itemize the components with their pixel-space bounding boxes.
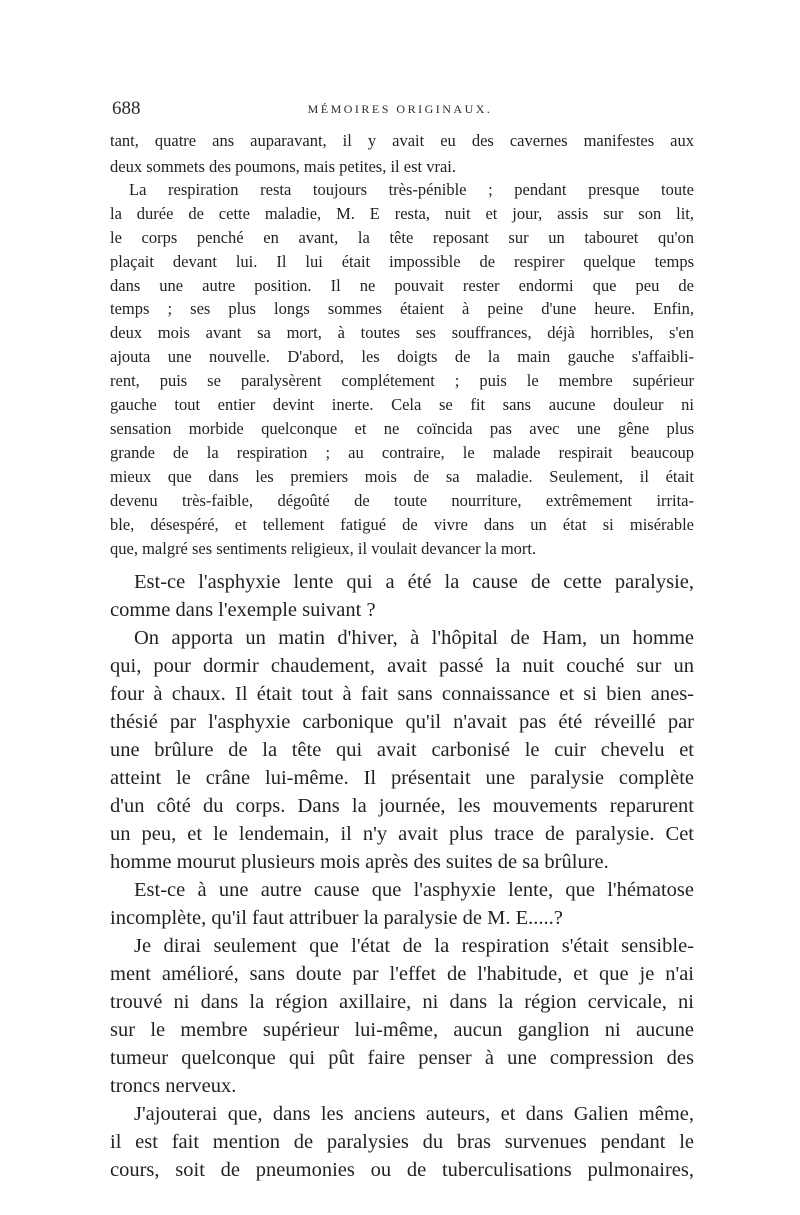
text-line: tant, quatre ans auparavant, il y avait eu des cavernes manifestes aux (110, 131, 694, 150)
text-line: qui, pour dormir chaudement, avait passé la nuit couché sur un (110, 655, 694, 677)
text-line: atteint le crâne lui-même. Il présentait une paralysie complète (110, 767, 694, 789)
text-line: rent, puis se paralysèrent complétement ; puis le membre supérieur (110, 371, 694, 390)
text-line: gauche tout entier devint inerte. Cela se fit sans aucune douleur ni (110, 395, 694, 414)
text-line: temps ; ses plus longs sommes étaient à peine d'une heure. Enfin, (110, 299, 694, 318)
text-line: une brûlure de la tête qui avait carbonisé le cuir chevelu et (110, 739, 694, 761)
text-line: thésié par l'asphyxie carbonique qu'il n'avait pas été réveillé par (110, 711, 694, 733)
text-line: troncs nerveux. (110, 1075, 237, 1097)
text-line: Est-ce l'asphyxie lente qui a été la cause de cette paralysie, (134, 571, 694, 593)
text-line: sensation morbide quelconque et ne coïncida pas avec une gêne plus (110, 419, 694, 438)
text-line: que, malgré ses sentiments religieux, il voulait devancer la mort. (110, 539, 537, 558)
page-header (110, 98, 690, 120)
text-line: cours, soit de pneumonies ou de tuberculisations pulmonaires, (110, 1159, 694, 1181)
text-line: la durée de cette maladie, M. E resta, nuit et jour, assis sur son lit, (110, 204, 694, 223)
text-line: mieux que dans les premiers mois de sa maladie. Seulement, il était (110, 467, 694, 486)
text-line: sur le membre supérieur lui-même, aucun ganglion ni aucune (110, 1019, 694, 1041)
text-line: Est-ce à une autre cause que l'asphyxie lente, que l'hématose (134, 879, 694, 901)
text-line: tumeur quelconque qui pût faire penser à une compression des (110, 1047, 694, 1069)
text-line: le corps penché en avant, la tête reposant sur un tabouret qu'on (110, 228, 694, 247)
text-line: devenu très-faible, dégoûté de toute nourriture, extrêmement irrita- (110, 491, 694, 510)
text-line: trouvé ni dans la région axillaire, ni dans la région cervicale, ni (110, 991, 694, 1013)
text-line: il est fait mention de paralysies du bras survenues pendant le (110, 1131, 694, 1153)
text-line: On apporta un matin d'hiver, à l'hôpital de Ham, un homme (134, 627, 694, 649)
text-line: four à chaux. Il était tout à fait sans connaissance et si bien anes- (110, 683, 694, 705)
text-line: d'un côté du corps. Dans la journée, les mouvements reparurent (110, 795, 694, 817)
text-line: deux sommets des poumons, mais petites, il est vrai. (110, 157, 457, 176)
text-line: plaçait devant lui. Il lui était impossible de respirer quelque temps (110, 252, 694, 271)
text-line: J'ajouterai que, dans les anciens auteurs, et dans Galien même, (134, 1103, 694, 1125)
text-line: ajouta une nouvelle. D'abord, les doigts de la main gauche s'affaibli- (110, 347, 694, 366)
text-line: comme dans l'exemple suivant ? (110, 599, 376, 621)
text-line: ble, désespéré, et tellement fatigué de vivre dans un état si misérable (110, 515, 694, 534)
text-line: homme mourut plusieurs mois après des suites de sa brûlure. (110, 851, 609, 873)
text-line: Je dirai seulement que l'état de la respiration s'était sensible- (134, 935, 694, 957)
text-line: ment amélioré, sans doute par l'effet de l'habitude, et que je n'ai (110, 963, 694, 985)
text-line: un peu, et le lendemain, il n'y avait plus trace de paralysie. Cet (110, 823, 694, 845)
text-line: deux mois avant sa mort, à toutes ses souffrances, déjà horribles, s'en (110, 323, 694, 342)
text-line: grande de la respiration ; au contraire, le malade respirait beaucoup (110, 443, 694, 462)
text-line: La respiration resta toujours très-pénible ; pendant presque toute (129, 180, 694, 199)
running-title: MÉMOIRES ORIGINAUX. (307, 102, 493, 116)
text-line: dans une autre position. Il ne pouvait rester endormi que peu de (110, 276, 694, 295)
page-number: 688 (112, 98, 141, 119)
text-line: incomplète, qu'il faut attribuer la paralysie de M. E.....? (110, 907, 563, 929)
